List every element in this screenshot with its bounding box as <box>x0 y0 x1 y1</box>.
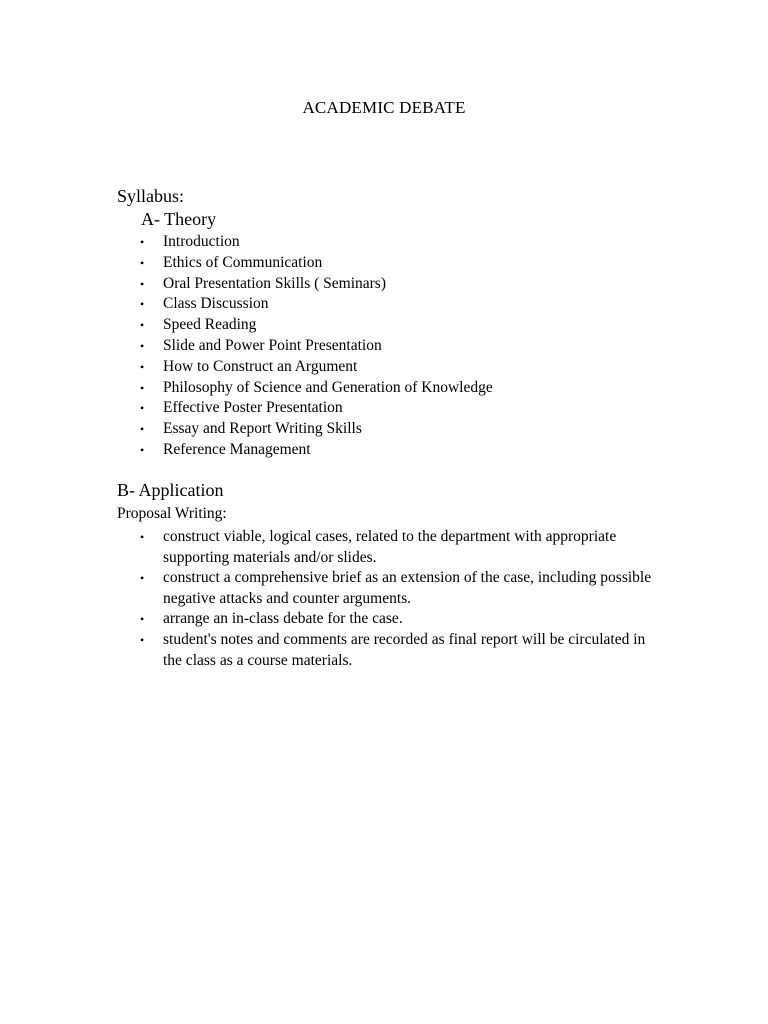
theory-list-item <box>140 357 493 378</box>
bullet-icon: • <box>140 338 145 353</box>
bullet-icon: • <box>140 530 145 544</box>
bullet-icon: • <box>140 297 145 312</box>
document-title: ACADEMIC DEBATE <box>302 98 466 117</box>
application-list-item-text: arrange an in-class debate for the case. <box>163 610 403 628</box>
bullet-icon: • <box>140 612 145 627</box>
bullet-icon: • <box>140 359 145 374</box>
theory-list-item <box>140 398 493 419</box>
bullet-icon: • <box>140 632 145 647</box>
theory-list-item-text: Class Discussion <box>163 295 269 313</box>
bullet-icon: • <box>140 380 145 395</box>
theory-list-item-text: Philosophy of Science and Generation of Knowledge <box>163 378 493 396</box>
bullet-icon: • <box>140 318 145 333</box>
theory-list <box>140 232 493 461</box>
theory-list-item <box>140 232 493 253</box>
theory-list-item-text: Reference Management <box>163 440 311 458</box>
application-list-item-text: student's notes and comments are recorded as final report will be circulated in the class as a course materials. <box>163 630 646 669</box>
syllabus-label: Syllabus: <box>117 186 185 206</box>
application-list-item <box>140 609 660 630</box>
theory-list-item-text: Introduction <box>163 233 240 250</box>
theory-list-item-text: Speed Reading <box>163 316 257 334</box>
theory-list-item-text: How to Construct an Argument <box>163 357 358 375</box>
theory-list-item <box>140 294 493 315</box>
application-list-item <box>140 630 660 671</box>
application-list-item-text: construct viable, logical cases, related to the department with appropriate supporting materials and/or slides. <box>163 528 617 566</box>
proposal-writing-label: Proposal Writing: <box>117 505 227 522</box>
theory-list-item-text: Slide and Power Point Presentation <box>163 336 382 354</box>
theory-list-item-text: Ethics of Communication <box>163 253 323 271</box>
theory-list-item <box>140 315 493 336</box>
theory-heading: A- Theory <box>141 209 217 229</box>
bullet-icon: • <box>140 401 145 416</box>
application-list-item-text: construct a comprehensive brief as an extension of the case, including possible negative attacks and counter arguments. <box>163 569 652 607</box>
theory-list-item <box>140 274 493 295</box>
application-list-item <box>140 527 660 568</box>
theory-list-item <box>140 378 493 399</box>
theory-list-item <box>140 440 493 461</box>
theory-list-item-text: Essay and Report Writing Skills <box>163 420 362 438</box>
theory-list-item-text: Oral Presentation Skills ( Seminars) <box>163 274 386 292</box>
application-list <box>140 527 660 671</box>
bullet-icon: • <box>140 255 145 270</box>
theory-list-item <box>140 253 493 274</box>
theory-list-item <box>140 419 493 440</box>
application-heading: B- Application <box>117 480 224 500</box>
application-list-item <box>140 568 660 609</box>
bullet-icon: • <box>140 422 145 437</box>
bullet-icon: • <box>140 276 145 291</box>
bullet-icon: • <box>140 442 145 457</box>
bullet-icon: • <box>140 571 145 586</box>
theory-list-item-text: Effective Poster Presentation <box>163 399 343 417</box>
bullet-icon: • <box>140 235 145 249</box>
theory-list-item <box>140 336 493 357</box>
